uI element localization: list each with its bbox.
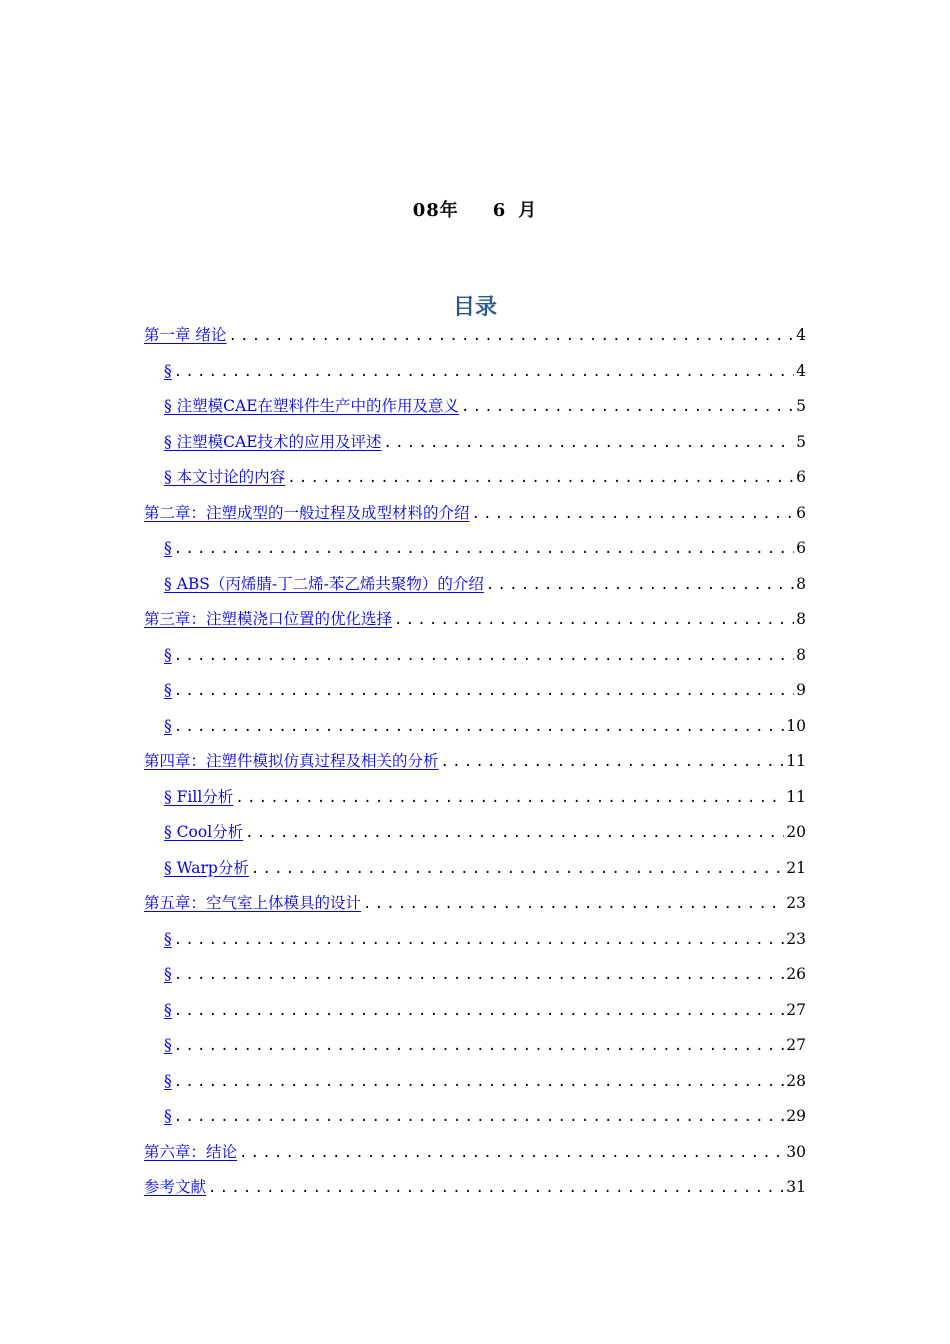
toc-section-link[interactable]: § xyxy=(164,1036,172,1054)
toc-section-row xyxy=(144,638,806,674)
toc-page-number: 23 xyxy=(786,894,806,912)
toc-page-number: 21 xyxy=(786,858,806,877)
toc-chapter-row xyxy=(144,1135,806,1171)
toc-chapter-link[interactable]: 参考文献 xyxy=(144,1178,207,1196)
toc-chapter-row xyxy=(144,1170,806,1206)
toc-dot-leader xyxy=(174,1029,785,1065)
toc-page-number: 5 xyxy=(796,432,806,451)
toc-chapter-link[interactable]: 第二章：注塑成型的一般过程及成型材料的介绍 xyxy=(144,503,470,522)
toc-dot-leader xyxy=(208,1171,784,1207)
toc-dot-leader xyxy=(174,355,794,391)
toc-section-row xyxy=(144,709,806,745)
toc-chapter-link[interactable]: 第五章：空气室上体模具的设计 xyxy=(144,894,362,912)
toc-dot-leader xyxy=(472,497,795,533)
toc-section-link[interactable]: § xyxy=(164,716,172,735)
toc-dot-leader xyxy=(394,603,794,639)
toc-section-row xyxy=(144,1099,806,1135)
toc-dot-leader xyxy=(363,887,784,923)
toc-section-link[interactable]: § 注塑模CAE技术的应用及评述 xyxy=(164,432,382,451)
toc-page-number: 26 xyxy=(786,965,806,983)
toc-dot-leader xyxy=(174,994,785,1030)
toc-page-number: 9 xyxy=(796,681,806,699)
toc-page-number: 8 xyxy=(796,574,806,593)
toc-page-number: 28 xyxy=(786,1071,806,1090)
toc-chapter-link[interactable]: 第四章：注塑件模拟仿真过程及相关的分析 xyxy=(144,752,439,770)
toc-page-number: 6 xyxy=(796,468,806,486)
toc-section-link[interactable]: § xyxy=(164,645,172,664)
date-year: 08年 xyxy=(412,200,459,221)
toc-section-link[interactable]: § xyxy=(164,1000,172,1019)
toc-dot-leader xyxy=(486,568,794,604)
toc-section-row xyxy=(144,460,806,496)
toc-section-row xyxy=(144,354,806,390)
toc-chapter-link[interactable]: 第一章 绪论 xyxy=(144,326,227,344)
date-month-number: 6 xyxy=(492,200,507,221)
toc-page-number: 23 xyxy=(786,929,806,948)
date-line xyxy=(0,196,950,222)
toc-page-number: 20 xyxy=(786,823,806,841)
toc-section-link[interactable]: § Fill分析 xyxy=(164,787,234,806)
toc-section-row xyxy=(144,389,806,425)
toc-section-link[interactable]: § xyxy=(164,539,172,557)
toc-chapter-link[interactable]: 第三章：注塑模浇口位置的优化选择 xyxy=(144,610,393,628)
toc-dot-leader xyxy=(174,1100,785,1136)
toc-dot-leader xyxy=(384,426,795,462)
toc-dot-leader xyxy=(461,390,794,426)
toc-dot-leader xyxy=(287,461,794,497)
toc-section-link[interactable]: § xyxy=(164,1071,172,1090)
toc-dot-leader xyxy=(174,639,794,675)
toc-page-number: 10 xyxy=(786,716,806,735)
toc-chapter-row xyxy=(144,318,806,354)
toc-dot-leader xyxy=(239,1136,784,1172)
toc-chapter-link[interactable]: 第六章：结论 xyxy=(144,1142,238,1161)
toc-section-row xyxy=(144,1064,806,1100)
toc-section-link[interactable]: § xyxy=(164,1107,172,1125)
toc-chapter-row xyxy=(144,886,806,922)
toc-section-row xyxy=(144,957,806,993)
toc-section-link[interactable]: § xyxy=(164,965,172,983)
toc-page-number: 6 xyxy=(796,539,806,557)
toc-section-row xyxy=(144,531,806,567)
toc-page-number: 8 xyxy=(796,645,806,664)
toc-section-link[interactable]: § xyxy=(164,681,172,699)
toc-section-row xyxy=(144,425,806,461)
toc-section-link[interactable]: § Cool分析 xyxy=(164,823,244,841)
toc-page-number: 29 xyxy=(786,1107,806,1125)
date-month-char: 月 xyxy=(518,200,538,221)
toc-page-number: 11 xyxy=(786,787,806,806)
toc-section-link[interactable]: § ABS（丙烯腈-丁二烯-苯乙烯共聚物）的介绍 xyxy=(164,574,484,593)
toc-chapter-row xyxy=(144,602,806,638)
toc-chapter-row xyxy=(144,496,806,532)
toc-page-number: 8 xyxy=(796,610,806,628)
toc-page-number: 4 xyxy=(796,361,806,380)
toc-dot-leader xyxy=(235,781,784,817)
toc-page-number: 11 xyxy=(786,752,806,770)
toc-page-number: 4 xyxy=(796,326,806,344)
toc-section-row xyxy=(144,780,806,816)
toc-dot-leader xyxy=(174,710,785,746)
toc-dot-leader xyxy=(174,674,794,710)
toc-section-link[interactable]: § 注塑模CAE在塑料件生产中的作用及意义 xyxy=(164,397,460,415)
toc-dot-leader xyxy=(245,816,784,852)
toc-section-row xyxy=(144,815,806,851)
toc-page-number: 30 xyxy=(786,1142,806,1161)
toc-section-link[interactable]: § Warp分析 xyxy=(164,858,249,877)
toc-page-number: 6 xyxy=(796,503,806,522)
toc-section-row xyxy=(144,1028,806,1064)
toc-dot-leader xyxy=(174,532,794,568)
toc-dot-leader xyxy=(174,1065,785,1101)
toc-section-row xyxy=(144,673,806,709)
toc-section-row xyxy=(144,567,806,603)
toc-section-link[interactable]: § xyxy=(164,929,172,948)
toc-section-row xyxy=(144,993,806,1029)
toc-page-number: 31 xyxy=(786,1178,806,1196)
toc-page-number: 5 xyxy=(796,397,806,415)
toc-title: 目录 xyxy=(452,294,497,320)
toc-section-link[interactable]: § xyxy=(164,361,172,380)
toc-chapter-row xyxy=(144,744,806,780)
table-of-contents xyxy=(144,318,806,1206)
toc-page-number: 27 xyxy=(786,1036,806,1054)
toc-section-row xyxy=(144,922,806,958)
toc-dot-leader xyxy=(228,319,794,355)
toc-dot-leader xyxy=(251,852,784,888)
toc-dot-leader xyxy=(441,745,785,781)
toc-section-link[interactable]: § 本文讨论的内容 xyxy=(164,468,286,486)
toc-dot-leader xyxy=(174,958,785,994)
toc-dot-leader xyxy=(174,923,785,959)
toc-section-row xyxy=(144,851,806,887)
toc-page-number: 27 xyxy=(786,1000,806,1019)
